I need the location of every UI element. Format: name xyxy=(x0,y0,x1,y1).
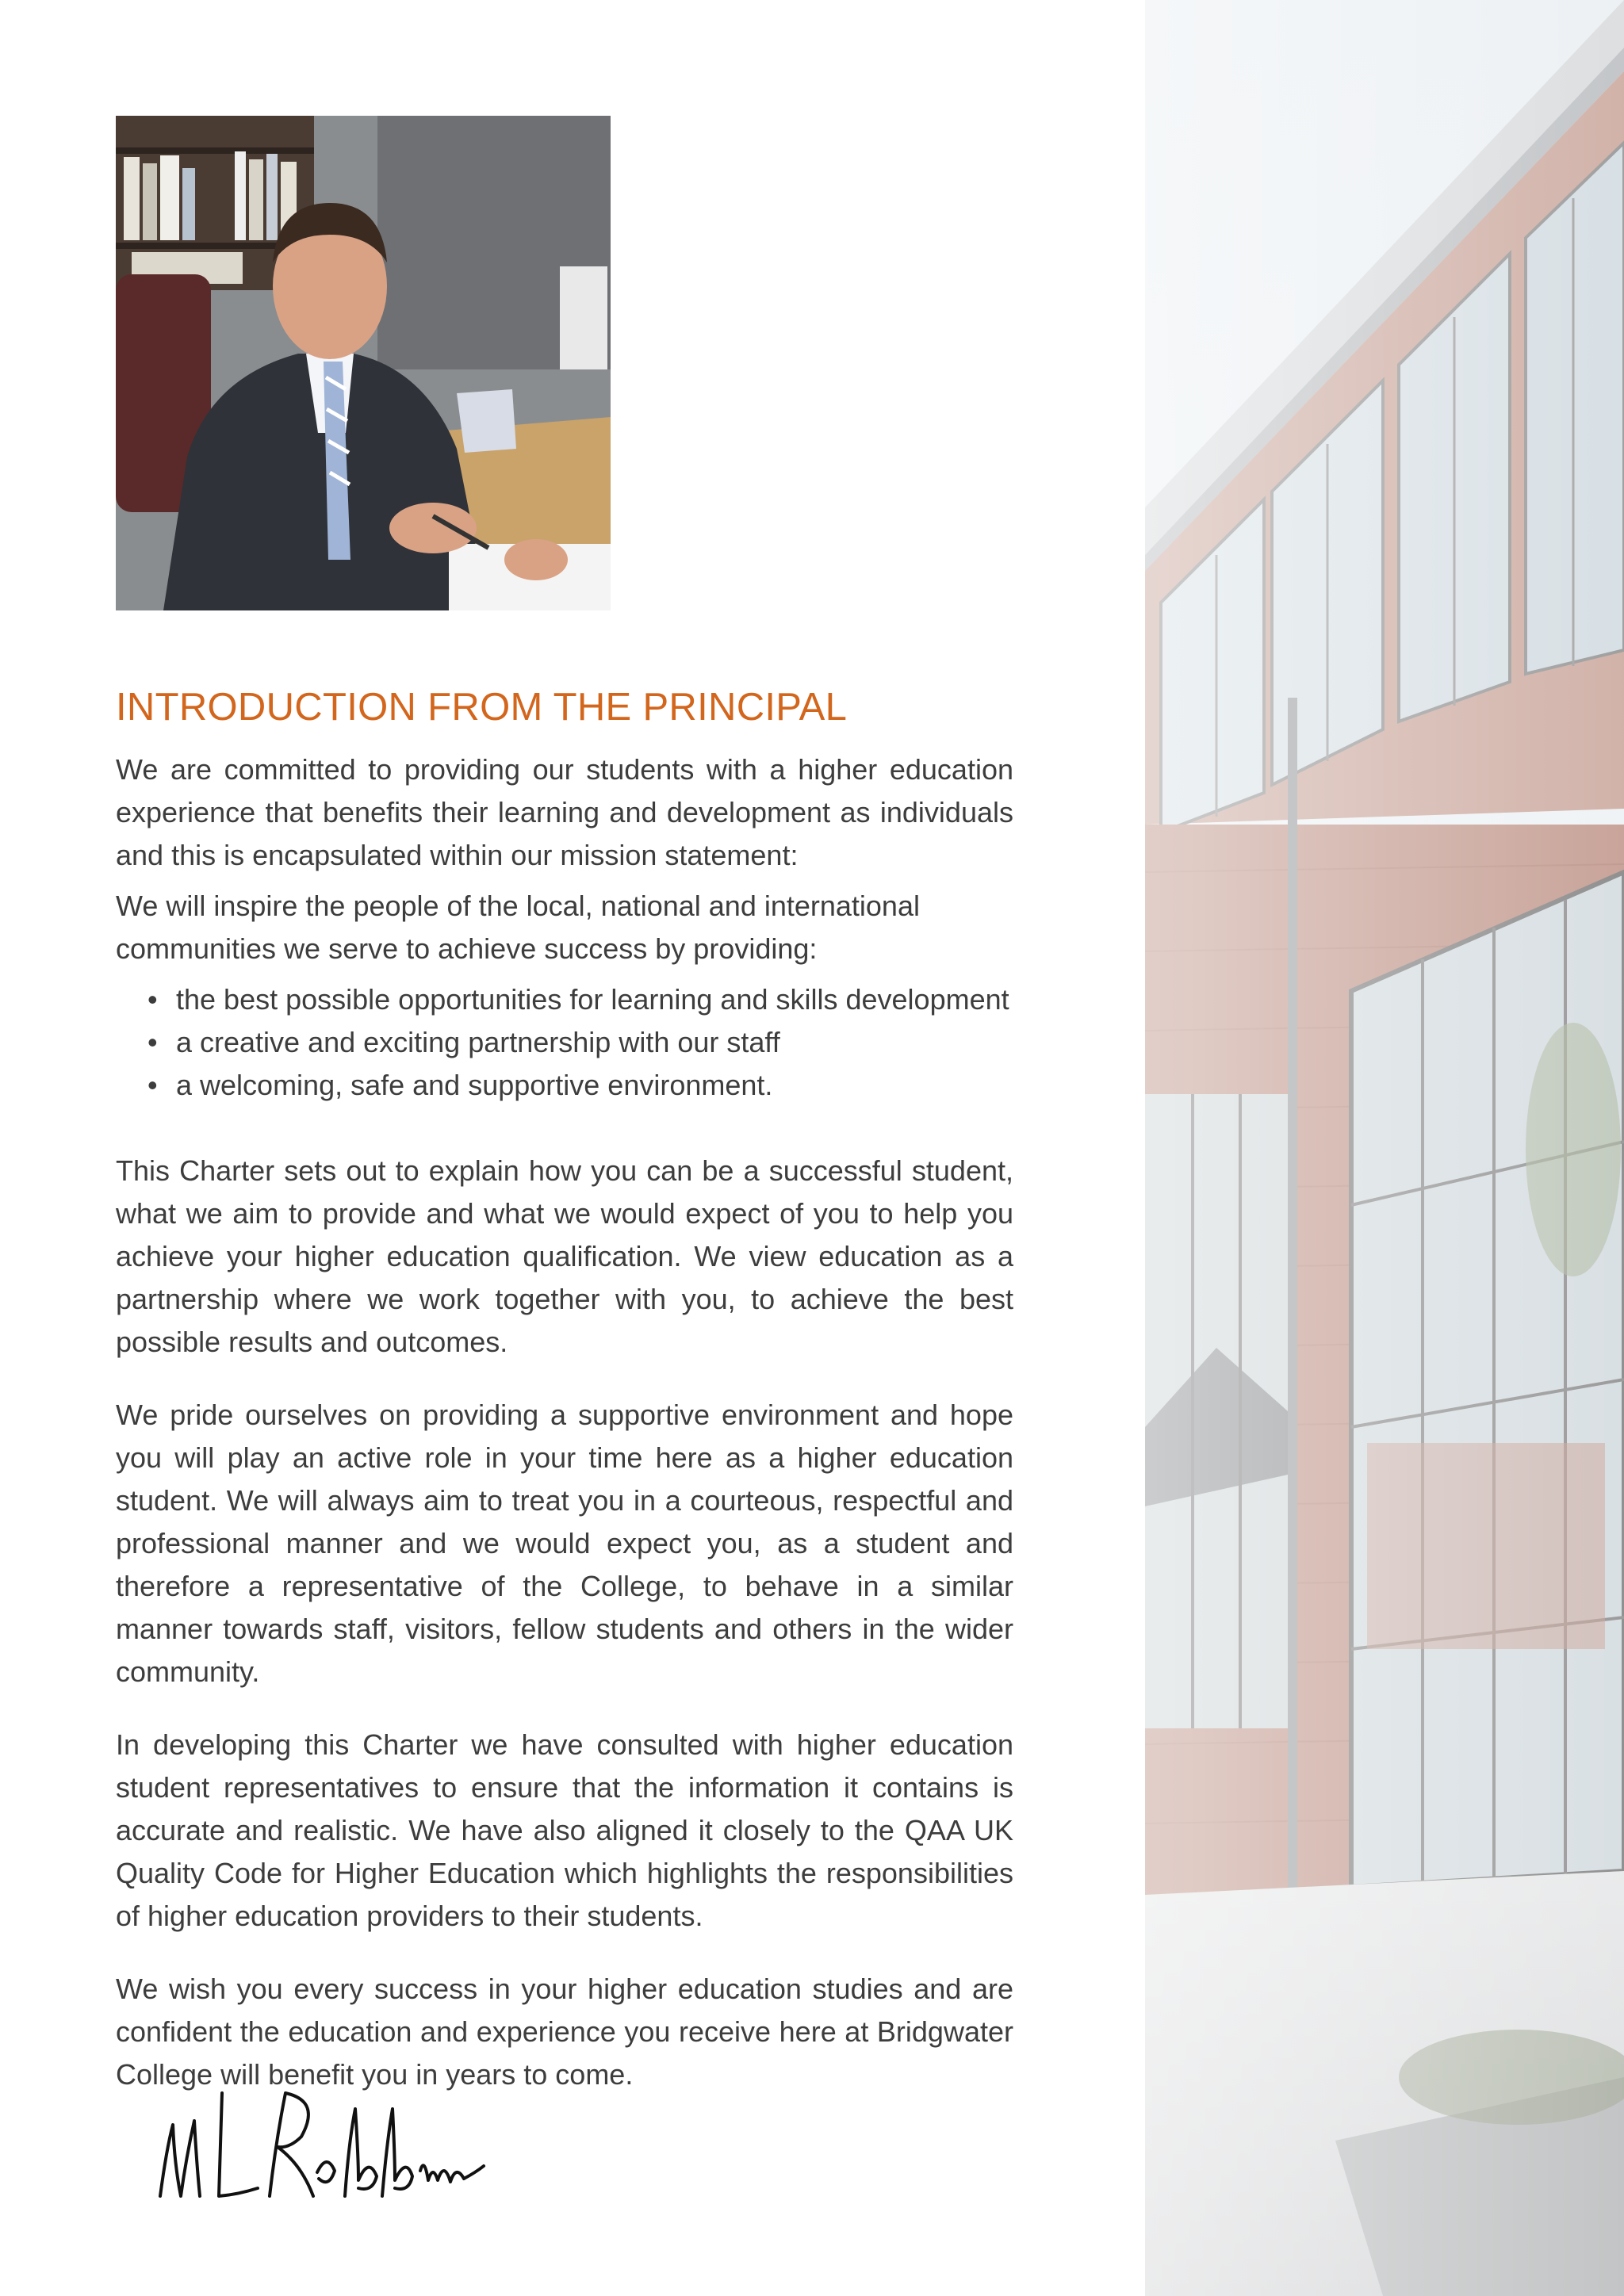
building-illustration xyxy=(1145,0,1624,2296)
section-heading: INTRODUCTION FROM THE PRINCIPAL xyxy=(116,686,848,729)
principal-photo-illustration xyxy=(116,116,611,610)
introduction-section xyxy=(116,682,1013,2096)
principal-signature xyxy=(151,2077,492,2220)
charter-paragraph: This Charter sets out to explain how you can be a successful student, what we aim to provide and what we would expect of you to help you achieve your higher education qualification. We view education as a partnership where we work together with you, to achieve the best possible results and outcomes. xyxy=(116,1154,1013,1358)
environment-paragraph: We pride ourselves on providing a supportive environment and hope you will play an active role in your time here as a higher education student. We will always aim to treat you in a courteous, respectful and professional manner and we would expect you, as a student and therefore a representative of the College, to behave in a similar manner towards staff, visitors, fellow students and others in the wider community. xyxy=(116,1399,1013,1688)
mission-bullet-list xyxy=(116,978,1013,1107)
bullet-icon: • xyxy=(147,1026,158,1058)
list-item: • a welcoming, safe and supportive environment. xyxy=(147,1064,1013,1107)
consultation-paragraph: In developing this Charter we have consulted with higher education student representatives to ensure that the information it contains is accurate and realistic. We have also aligned it closely to the QAA UK Quality Code for Higher Education which highlights the responsibilities of higher education providers to their students. xyxy=(116,1728,1013,1932)
bullet-icon: • xyxy=(147,1069,158,1101)
closing-paragraph: We wish you every success in your higher education studies and are confident the education and experience you receive here at Bridgwater College will benefit you in years to come. xyxy=(116,1973,1013,2091)
mission-statement: We will inspire the people of the local, national and international communities we serve to achieve success by providing: xyxy=(116,890,920,965)
bullet-icon: • xyxy=(147,983,158,1016)
college-building-photo xyxy=(1145,0,1624,2296)
list-item: • a creative and exciting partnership with our staff xyxy=(147,1021,1013,1064)
principal-photo xyxy=(116,116,611,610)
list-item: • the best possible opportunities for learning and skills development xyxy=(147,978,1013,1021)
intro-paragraph: We are committed to providing our students with a higher education experience that benefits their learning and development as individuals and this is encapsulated within our mission statement: xyxy=(116,753,1013,871)
